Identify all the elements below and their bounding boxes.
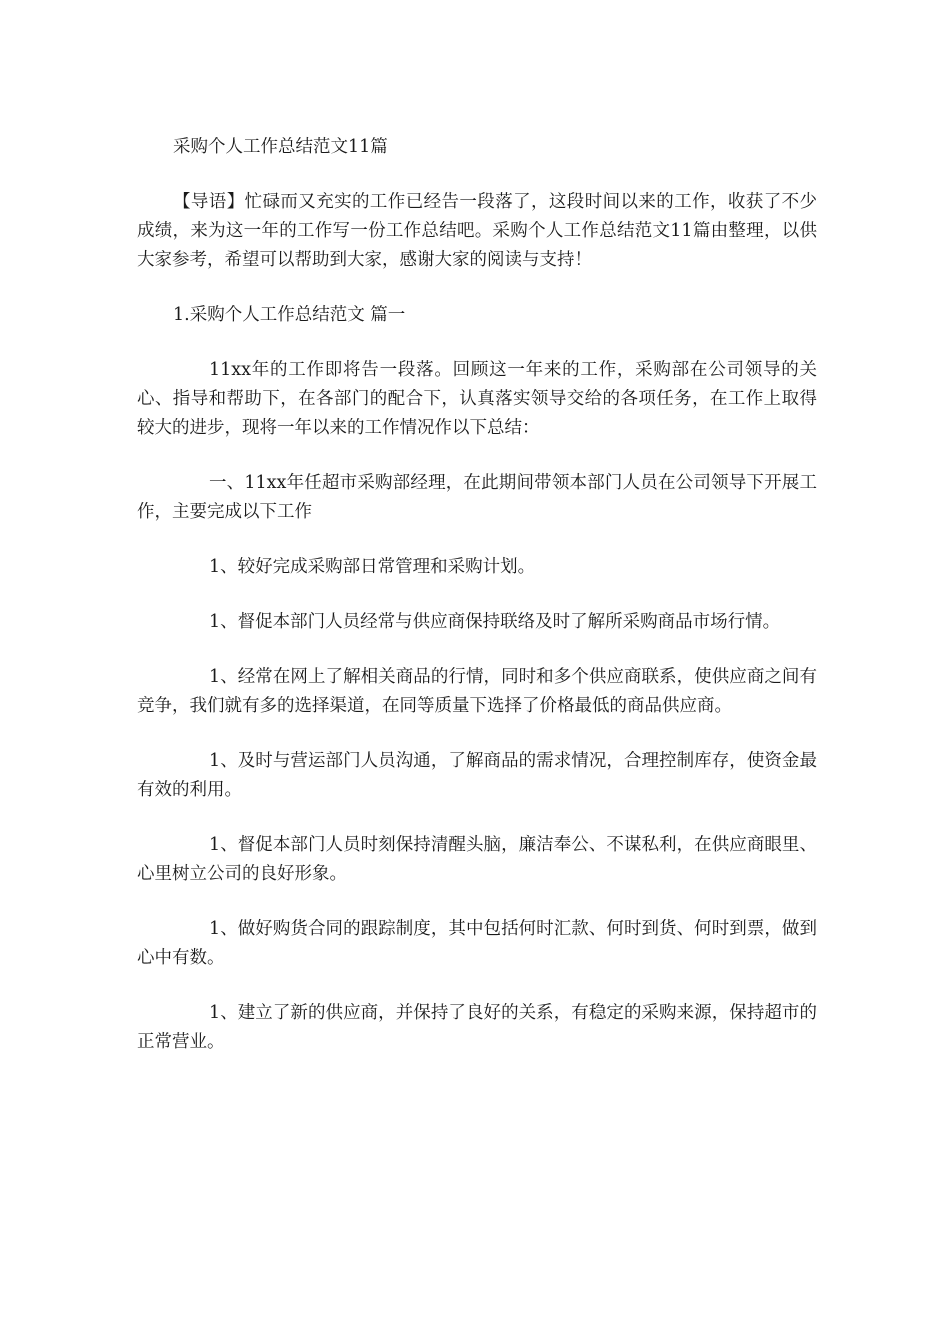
list-item: 1、较好完成采购部日常管理和采购计划。 — [209, 557, 536, 577]
list-item: 1、做好购货合同的跟踪制度，其中包括何时汇款、何时到货、何时到票，做到心中有数。 — [137, 919, 817, 968]
list-item: 1、经常在网上了解相关商品的行情，同时和多个供应商联系，使供应商之间有竞争，我们就有多的选择渠道，在同等质量下选择了价格最低的商品供应商。 — [137, 667, 817, 716]
list-item: 1、及时与营运部门人员沟通，了解商品的需求情况，合理控制库存，使资金最有效的利用。 — [137, 751, 817, 800]
section-heading: 1.采购个人工作总结范文 篇一 — [173, 305, 406, 325]
list-item: 1、督促本部门人员时刻保持清醒头脑，廉洁奉公、不谋私利，在供应商眼里、心里树立公司的良好形象。 — [137, 835, 817, 884]
list-item: 1、建立了新的供应商，并保持了良好的关系，有稳定的采购来源，保持超市的正常营业。 — [137, 1003, 817, 1052]
body-paragraph-overview: 11xx年的工作即将告一段落。回顾这一年来的工作，采购部在公司领导的关心、指导和帮助下，在各部门的配合下，认真落实领导交给的各项任务，在工作上取得较大的进步，现将一年以来的工作情况作以下总结： — [137, 360, 817, 438]
document-title: 采购个人工作总结范文11篇 — [173, 137, 388, 157]
body-paragraph-role: 一、11xx年任超市采购部经理，在此期间带领本部门人员在公司领导下开展工作，主要完成以下工作 — [137, 473, 817, 522]
list-item: 1、督促本部门人员经常与供应商保持联络及时了解所采购商品市场行情。 — [209, 612, 781, 632]
intro-paragraph: 【导语】忙碌而又充实的工作已经告一段落了，这段时间以来的工作，收获了不少成绩，来为这一年的工作写一份工作总结吧。采购个人工作总结范文11篇由整理，以供大家参考，希望可以帮助到大家，感谢大家的阅读与支持！ — [137, 192, 817, 270]
document-body — [137, 133, 817, 1083]
